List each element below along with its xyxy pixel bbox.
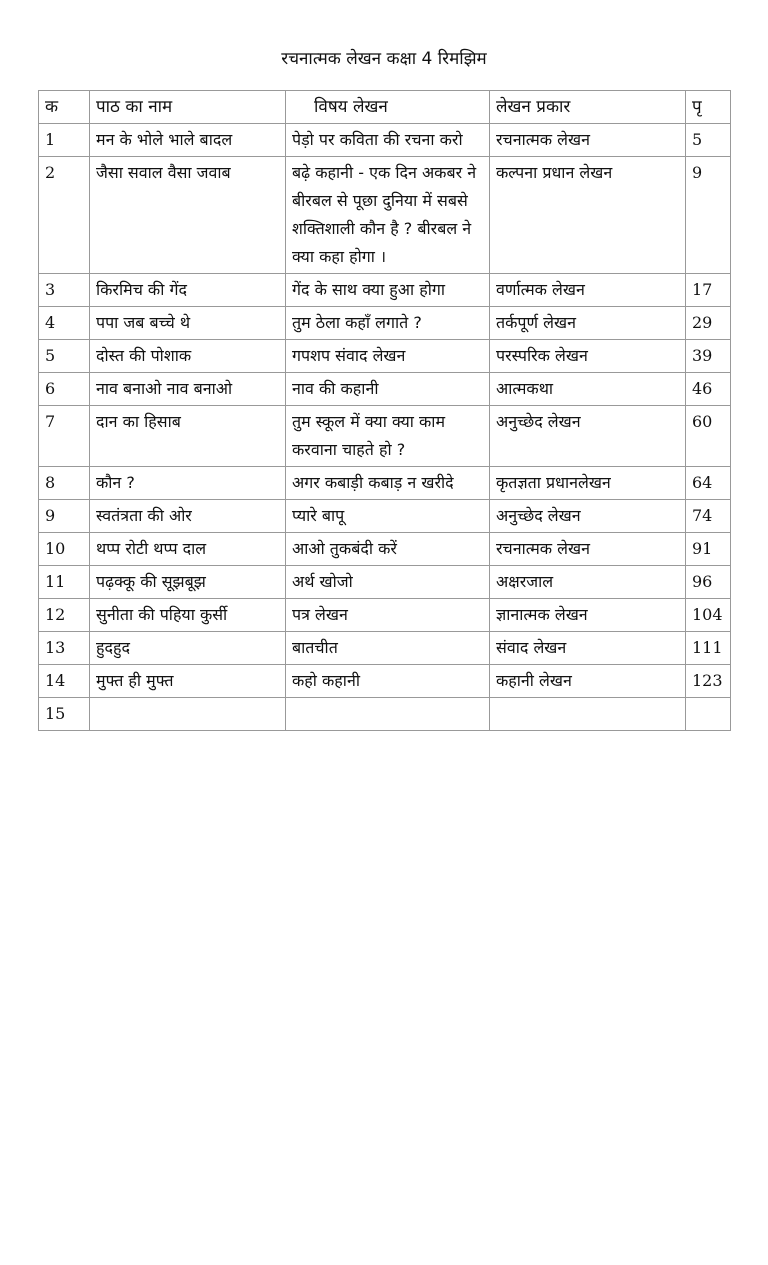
- lesson-name: किरमिच की गेंद: [90, 274, 286, 307]
- lesson-name: [90, 698, 286, 731]
- writing-type: ज्ञानात्मक लेखन: [490, 599, 686, 632]
- writing-type: अनुच्छेद लेखन: [490, 406, 686, 467]
- page-number: 91: [686, 533, 731, 566]
- writing-type: परस्परिक लेखन: [490, 340, 686, 373]
- row-number: 12: [39, 599, 90, 632]
- writing-type: अनुच्छेद लेखन: [490, 500, 686, 533]
- table-row: [39, 157, 731, 274]
- row-number: 15: [39, 698, 90, 731]
- lesson-name: मुफ्त ही मुफ्त: [90, 665, 286, 698]
- table-row: [39, 274, 731, 307]
- writing-type: [490, 698, 686, 731]
- topic: [286, 698, 490, 731]
- topic: बातचीत: [286, 632, 490, 665]
- row-number: 3: [39, 274, 90, 307]
- lesson-name: थप्प रोटी थप्प दाल: [90, 533, 286, 566]
- topic: प्यारे बापू: [286, 500, 490, 533]
- writing-type: तर्कपूर्ण लेखन: [490, 307, 686, 340]
- page-number: 9: [686, 157, 731, 274]
- lesson-name: नाव बनाओ नाव बनाओ: [90, 373, 286, 406]
- table-header-row: [39, 91, 731, 124]
- topic: पत्र लेखन: [286, 599, 490, 632]
- row-number: 1: [39, 124, 90, 157]
- lesson-name: पपा जब बच्चे थे: [90, 307, 286, 340]
- topic: अगर कबाड़ी कबाड़ न खरीदे: [286, 467, 490, 500]
- page-number: 104: [686, 599, 731, 632]
- page-number: [686, 698, 731, 731]
- writing-type: कहानी लेखन: [490, 665, 686, 698]
- topic: अर्थ खोजो: [286, 566, 490, 599]
- header-topic: विषय लेखन: [286, 91, 490, 124]
- table-row: [39, 665, 731, 698]
- topic: बढ़े कहानी - एक दिन अकबर ने बीरबल से पूछा दुनिया में सबसे शक्तिशाली कौन है ? बीरबल ने क्या कहा होगा ।: [286, 157, 490, 274]
- lesson-name: मन के भोले भाले बादल: [90, 124, 286, 157]
- writing-type: कृतज्ञता प्रधानलेखन: [490, 467, 686, 500]
- row-number: 14: [39, 665, 90, 698]
- topic: तुम स्कूल में क्या क्या काम करवाना चाहते हो ?: [286, 406, 490, 467]
- topic: तुम ठेला कहाँ लगाते ?: [286, 307, 490, 340]
- table-row: [39, 599, 731, 632]
- writing-type: रचनात्मक लेखन: [490, 124, 686, 157]
- writing-type: अक्षरजाल: [490, 566, 686, 599]
- lesson-name: कौन ?: [90, 467, 286, 500]
- page-number: 17: [686, 274, 731, 307]
- topic: पेड़ो पर कविता की रचना करो: [286, 124, 490, 157]
- page-number: 39: [686, 340, 731, 373]
- writing-type: आत्मकथा: [490, 373, 686, 406]
- page-number: 111: [686, 632, 731, 665]
- table-row: [39, 340, 731, 373]
- row-number: 13: [39, 632, 90, 665]
- page-number: 74: [686, 500, 731, 533]
- header-page: पृ: [686, 91, 731, 124]
- row-number: 6: [39, 373, 90, 406]
- table-row: [39, 533, 731, 566]
- lesson-table: [38, 90, 731, 731]
- writing-type: संवाद लेखन: [490, 632, 686, 665]
- lesson-name: जैसा सवाल वैसा जवाब: [90, 157, 286, 274]
- lesson-name: सुनीता की पहिया कुर्सी: [90, 599, 286, 632]
- table-row: [39, 467, 731, 500]
- table-row: [39, 500, 731, 533]
- row-number: 10: [39, 533, 90, 566]
- table-row: [39, 373, 731, 406]
- row-number: 5: [39, 340, 90, 373]
- writing-type: रचनात्मक लेखन: [490, 533, 686, 566]
- row-number: 8: [39, 467, 90, 500]
- topic: कहो कहानी: [286, 665, 490, 698]
- lesson-name: दोस्त की पोशाक: [90, 340, 286, 373]
- page-number: 60: [686, 406, 731, 467]
- lesson-name: स्वतंत्रता की ओर: [90, 500, 286, 533]
- table-row: [39, 406, 731, 467]
- table-row: [39, 632, 731, 665]
- row-number: 4: [39, 307, 90, 340]
- table-row: [39, 124, 731, 157]
- page-number: 123: [686, 665, 731, 698]
- header-lesson-name: पाठ का नाम: [90, 91, 286, 124]
- row-number: 7: [39, 406, 90, 467]
- writing-type: वर्णात्मक लेखन: [490, 274, 686, 307]
- topic: गपशप संवाद लेखन: [286, 340, 490, 373]
- header-number: क: [39, 91, 90, 124]
- page-title: रचनात्मक लेखन कक्षा 4 रिमझिम: [281, 49, 487, 69]
- lesson-name: हुदहुद: [90, 632, 286, 665]
- lesson-name: पढ़क्कू की सूझबूझ: [90, 566, 286, 599]
- page-number: 29: [686, 307, 731, 340]
- page-number: 64: [686, 467, 731, 500]
- topic: गेंद के साथ क्या हुआ होगा: [286, 274, 490, 307]
- page-number: 46: [686, 373, 731, 406]
- table-row: [39, 307, 731, 340]
- writing-type: कल्पना प्रधान लेखन: [490, 157, 686, 274]
- table-row: [39, 566, 731, 599]
- topic: नाव की कहानी: [286, 373, 490, 406]
- row-number: 2: [39, 157, 90, 274]
- row-number: 9: [39, 500, 90, 533]
- header-writing-type: लेखन प्रकार: [490, 91, 686, 124]
- lesson-name: दान का हिसाब: [90, 406, 286, 467]
- table-row: [39, 698, 731, 731]
- row-number: 11: [39, 566, 90, 599]
- page-number: 5: [686, 124, 731, 157]
- topic: आओ तुकबंदी करें: [286, 533, 490, 566]
- page-number: 96: [686, 566, 731, 599]
